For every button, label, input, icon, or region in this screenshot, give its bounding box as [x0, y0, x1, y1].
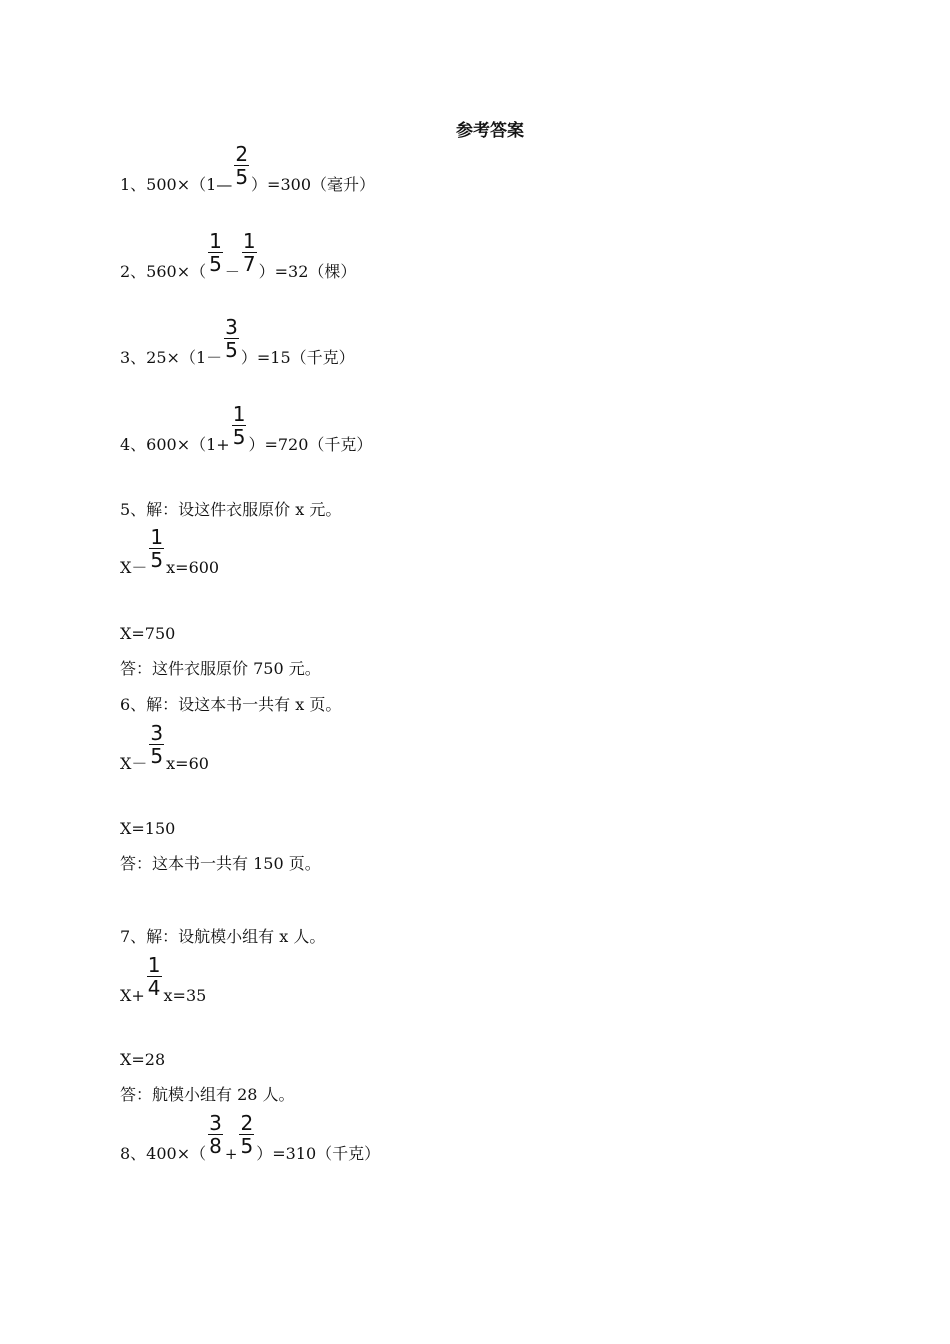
answer-2: [120, 229, 357, 282]
denominator: 5: [150, 548, 164, 572]
denominator: 7: [242, 252, 256, 276]
answer-8-prefix: 8、400×（: [120, 1144, 207, 1163]
denominator: 4: [147, 976, 161, 1000]
fraction: [234, 144, 249, 187]
denominator: 5: [240, 1134, 254, 1158]
denominator: 5: [235, 165, 249, 189]
answer-1-prefix: 1、500×（1—: [120, 175, 233, 194]
answer-4: [120, 402, 373, 455]
answer-8-suffix: ）=310（千克）: [256, 1144, 381, 1163]
fraction: [208, 1113, 223, 1156]
answer-8: [120, 1111, 381, 1164]
answer-2-prefix: 2、560×（: [120, 262, 207, 281]
equation-left: X－: [120, 558, 148, 577]
numerator: 3: [225, 315, 238, 339]
answer-4-prefix: 4、600×（1+: [120, 435, 230, 454]
answer-1: [120, 142, 375, 195]
answer-1-suffix: ）=300（毫升）: [251, 175, 375, 194]
denominator: 5: [150, 744, 164, 768]
answer-3-prefix: 3、25×（1－: [120, 348, 223, 367]
fraction: [232, 404, 247, 447]
answer-7-setup: 7、解：设航模小组有 x 人。: [120, 927, 326, 946]
fraction: [242, 231, 257, 274]
denominator: 8: [209, 1134, 222, 1158]
equation-right: x=600: [166, 558, 220, 577]
answer-5-result: X=750: [120, 624, 176, 643]
fraction: [224, 317, 239, 360]
answer-2-suffix: ）=32（棵）: [258, 262, 357, 281]
answer-4-suffix: ）=720（千克）: [248, 435, 373, 454]
numerator: 1: [232, 402, 246, 426]
page-title: 参考答案: [456, 121, 524, 141]
answer-6-equation: [120, 721, 209, 774]
answer-3-suffix: ）=15（千克）: [240, 348, 355, 367]
numerator: 1: [150, 525, 164, 549]
fraction: [149, 723, 164, 766]
numerator: 1: [242, 229, 256, 253]
denominator: 5: [232, 425, 246, 449]
numerator: 3: [209, 1111, 222, 1135]
numerator: 2: [235, 142, 249, 166]
answer-5-conclusion: 答：这件衣服原价 750 元。: [120, 659, 321, 678]
equation-left: X+: [120, 986, 145, 1005]
numerator: 2: [240, 1111, 254, 1135]
equation-left: X－: [120, 754, 148, 773]
fraction: [208, 231, 223, 274]
denominator: 5: [225, 338, 238, 362]
answer-6-conclusion: 答：这本书一共有 150 页。: [120, 854, 321, 873]
answer-5-equation: [120, 525, 220, 578]
numerator: 1: [209, 229, 222, 253]
fraction: [239, 1113, 254, 1156]
equation-right: x=60: [166, 754, 209, 773]
numerator: 3: [150, 721, 164, 745]
answer-6-result: X=150: [120, 819, 176, 838]
denominator: 5: [209, 252, 222, 276]
operator: +: [224, 1145, 238, 1163]
answer-7-conclusion: 答：航模小组有 28 人。: [120, 1085, 295, 1104]
numerator: 1: [147, 953, 161, 977]
operator: －: [224, 263, 240, 281]
answer-7-result: X=28: [120, 1050, 166, 1069]
fraction: [147, 955, 162, 998]
fraction: [149, 527, 164, 570]
answer-3: [120, 315, 355, 368]
answer-5-setup: 5、解：设这件衣服原价 x 元。: [120, 500, 342, 519]
answer-6-setup: 6、解：设这本书一共有 x 页。: [120, 695, 342, 714]
equation-right: x=35: [163, 986, 207, 1005]
answer-7-equation: [120, 953, 207, 1006]
